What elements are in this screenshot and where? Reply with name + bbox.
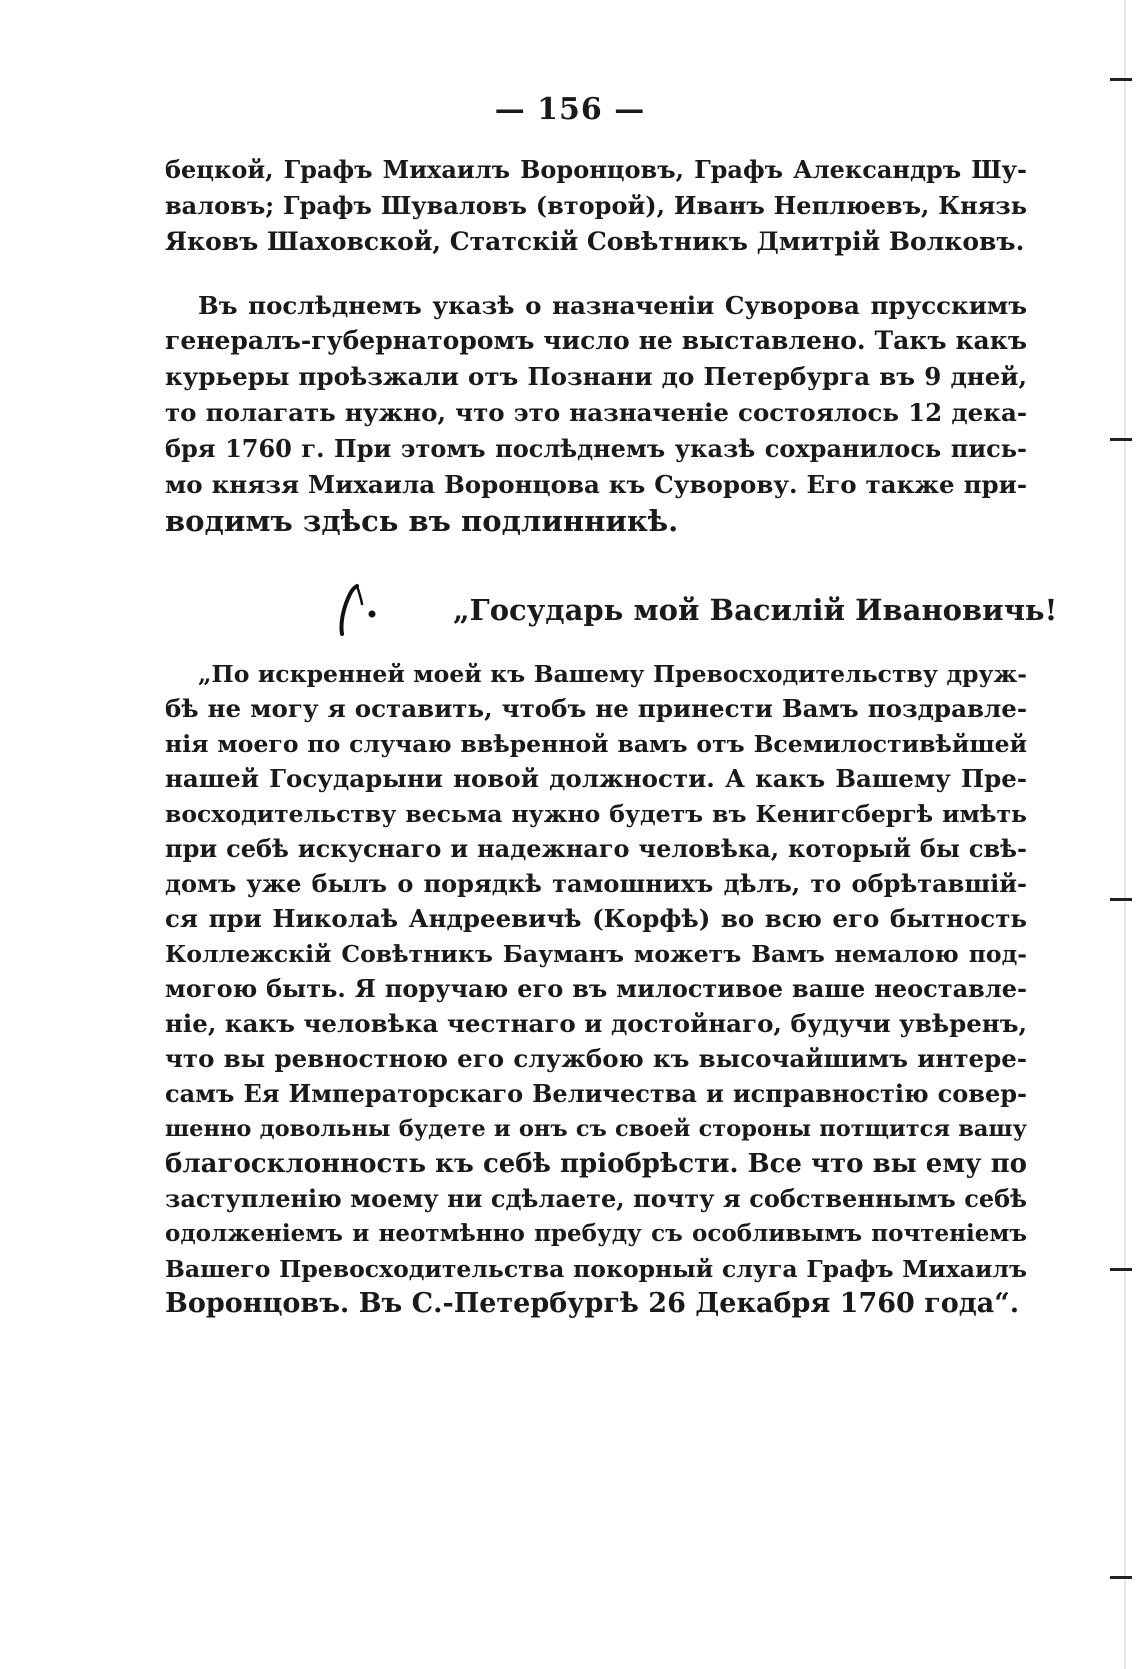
margin-tick	[1110, 78, 1132, 81]
text-line: ся при Николаѣ Андреевичѣ (Корфѣ) во всю его бытность	[165, 904, 1027, 933]
margin-tick	[1110, 1268, 1132, 1271]
text-line: что вы ревностною его службою къ высочайшимъ интере-	[165, 1044, 1027, 1073]
text-line: домъ уже былъ о порядкѣ тамошнихъ дѣлъ, то обрѣтавшій-	[165, 869, 1027, 898]
text-line: заступленію моему ни сдѣлаете, почту я собственнымъ себѣ	[165, 1184, 1027, 1213]
text-line: бѣ не могу я оставить, чтобъ не принести Вамъ поздравле-	[165, 694, 1027, 723]
text-line: шенно довольны будете и онъ съ своей стороны потщится вашу	[165, 1116, 1027, 1142]
text-line: водимъ здѣсь въ подлинникѣ.	[165, 504, 679, 538]
text-line: Въ послѣднемъ указѣ о назначеніи Суворова прусскимъ	[198, 291, 1027, 320]
letter-salutation: „Государь мой Василій Ивановичь!	[453, 593, 1058, 627]
text-line: валовъ; Графъ Шуваловъ (второй), Иванъ Неплюевъ, Князь	[165, 191, 1027, 220]
margin-tick	[1110, 898, 1132, 901]
text-line: бецкой, Графъ Михаилъ Воронцовъ, Графъ Александръ Шу-	[165, 155, 1027, 184]
text-line: мо князя Михаила Воронцова къ Суворову. Его также при-	[165, 470, 1027, 499]
text-line: при себѣ искуснаго и надежнаго человѣка, который бы свѣ-	[165, 834, 1027, 863]
text-line: Коллежскій Совѣтникъ Бауманъ можетъ Вамъ немалою под-	[165, 940, 1027, 968]
text-line: могою быть. Я поручаю его въ милостивое ваше неоставле-	[165, 974, 1027, 1003]
text-line: нашей Государыни новой должности. А какъ Вашему Пре-	[165, 764, 1027, 793]
text-line: ніе, какъ человѣка честнаго и достойнаго, будучи увѣренъ,	[165, 1009, 1028, 1038]
margin-tick	[1110, 438, 1132, 441]
text-line: то полагать нужно, что это назначеніе состоялось 12 дека-	[165, 398, 1027, 427]
handwritten-mark-icon	[328, 582, 388, 638]
text-line: Воронцовъ. Въ С.-Петербургѣ 26 Декабря 1760 года“.	[165, 1288, 1020, 1319]
text-line: курьеры проѣзжали отъ Познани до Петербурга въ 9 дней,	[165, 362, 1027, 391]
scan-edge-line	[1124, 0, 1126, 1669]
text-line: самъ Ея Императорскаго Величества и исправностію совер-	[165, 1079, 1027, 1108]
page-number: — 156 —	[494, 92, 646, 127]
text-line: Яковъ Шаховской, Статскій Совѣтникъ Дмитрій Волковъ.	[165, 227, 1025, 256]
text-line: восходительству весьма нужно будетъ въ Кенигсбергѣ имѣть	[165, 800, 1027, 828]
text-line: бря 1760 г. При этомъ послѣднемъ указѣ сохранилось пись-	[165, 434, 1027, 463]
scan-margin	[1100, 0, 1140, 1669]
text-line: одолженіемъ и неотмѣнно пребуду съ особливымъ почтеніемъ	[165, 1220, 1027, 1247]
margin-tick	[1110, 1576, 1132, 1579]
text-line: нія моего по случаю ввѣренной вамъ отъ Всемилостивѣйшей	[165, 730, 1027, 758]
text-line: благосклонность къ себѣ пріобрѣсти. Все что вы ему по	[165, 1149, 1027, 1179]
text-line: генералъ-губернаторомъ число не выставлено. Такъ какъ	[165, 326, 1027, 355]
text-line: Вашего Превосходительства покорный слуга Графъ Михаилъ	[165, 1255, 1027, 1283]
text-line: „По искренней моей къ Вашему Превосходительству друж-	[198, 660, 1027, 688]
